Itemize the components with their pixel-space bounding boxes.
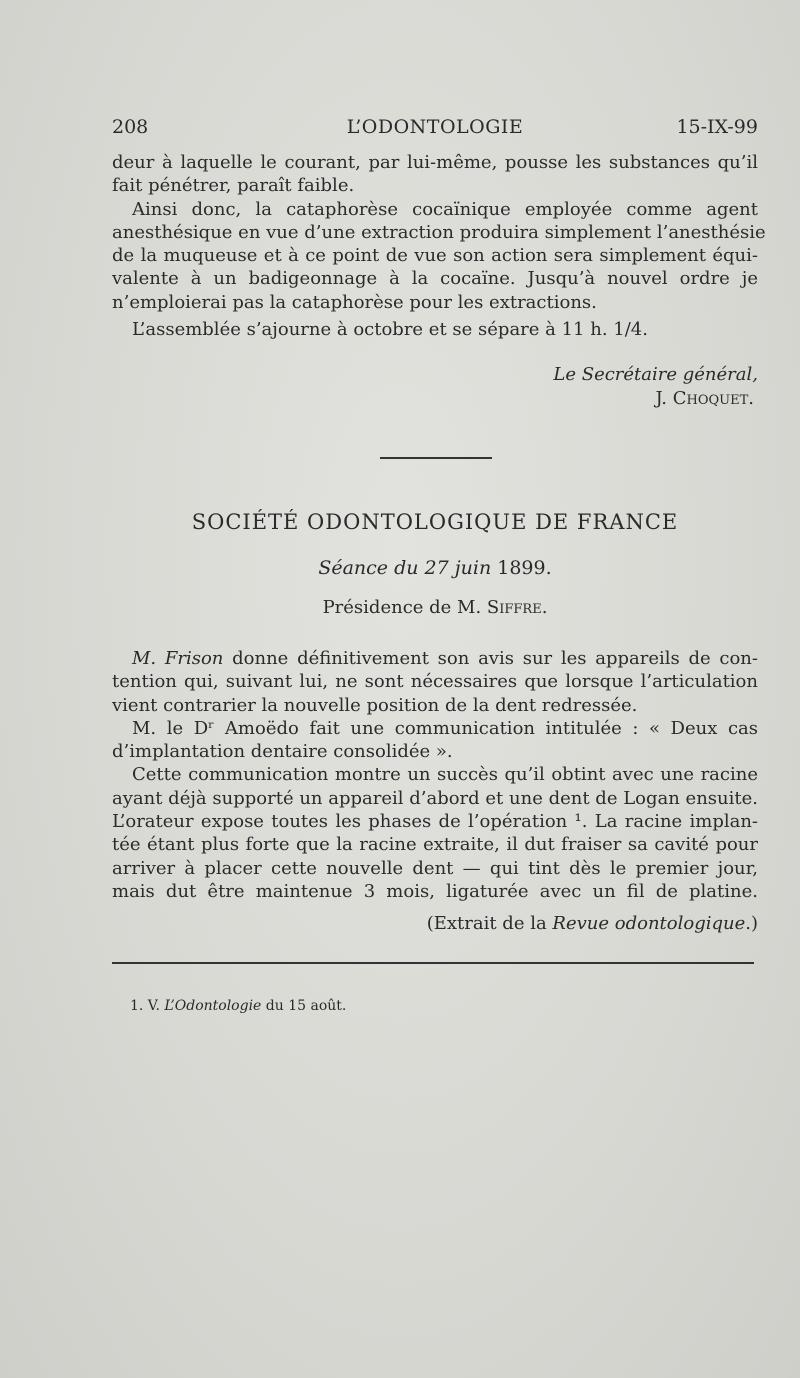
text-line: n’emploierai pas la cataphorèse pour les extractions. <box>112 291 597 313</box>
text-line: deur à laquelle le courant, par lui-même, pousse les substances qu’il <box>112 152 758 173</box>
extract-source: (Extrait de la Revue odontologique.) <box>426 913 758 934</box>
section-divider <box>380 457 492 459</box>
signature-name: J. Choquet. <box>655 388 754 409</box>
text-line: mais dut être maintenue 3 mois, ligaturée avec un fil de platine. <box>112 880 758 902</box>
session-minutes <box>112 647 758 903</box>
issue-date: 15-IX-99 <box>676 116 758 138</box>
presidence: Présidence de M. Siffre. <box>322 597 548 618</box>
page-number: 208 <box>112 116 149 138</box>
text-line: de la muqueuse et à ce point de vue son action sera simplement équi- <box>112 245 758 267</box>
paragraph-continuation <box>112 151 766 341</box>
text-line: fait pénétrer, paraît faible. <box>112 175 355 197</box>
text-line: vient contrarier la nouvelle position de la dent redressée. <box>112 694 638 716</box>
journal-title: L’ODONTOLOGIE <box>346 116 524 138</box>
text-line: M. le Dʳ Amoëdo fait une communication intitulée : « Deux cas <box>132 717 758 739</box>
text-line: tée étant plus forte que la racine extraite, il dut fraiser sa cavité pour <box>112 834 758 856</box>
text-line: tention qui, suivant lui, ne sont nécessaires que lorsque l’articulation <box>112 671 758 693</box>
text-line: d’implantation dentaire consolidée ». <box>112 741 453 763</box>
text-line: arriver à placer cette nouvelle dent — qui tint dès le premier jour, <box>112 857 758 879</box>
running-header <box>112 116 758 140</box>
text-line: Ainsi donc, la cataphorèse cocaïnique employée comme agent <box>132 198 758 220</box>
text-line: L’assemblée s’ajourne à octobre et se sépare à 11 h. 1/4. <box>132 319 648 341</box>
text-line: ayant déjà supporté un appareil d’abord et une dent de Logan ensuite. <box>112 787 758 809</box>
session-date: Séance du 27 juin 1899. <box>318 557 552 579</box>
text-line: anesthésique en vue d’une extraction produira simplement l’anesthésie <box>112 221 766 243</box>
text-line: valente à un badigeonnage à la cocaïne. Jusqu’à nouvel ordre je <box>112 268 758 290</box>
text-line: Cette communication montre un succès qu’il obtint avec une racine <box>132 764 758 786</box>
footnote-divider <box>112 962 754 964</box>
signature-role: Le Secrétaire général, <box>553 364 758 385</box>
footnote: 1. V. L’Odontologie du 15 août. <box>130 998 347 1014</box>
text-line: L’orateur expose toutes les phases de l’opération ¹. La racine implan- <box>112 811 758 833</box>
section-title: SOCIÉTÉ ODONTOLOGIQUE DE FRANCE <box>191 510 679 534</box>
text-line: M. Frison donne définitivement son avis sur les appareils de con- <box>132 648 758 669</box>
